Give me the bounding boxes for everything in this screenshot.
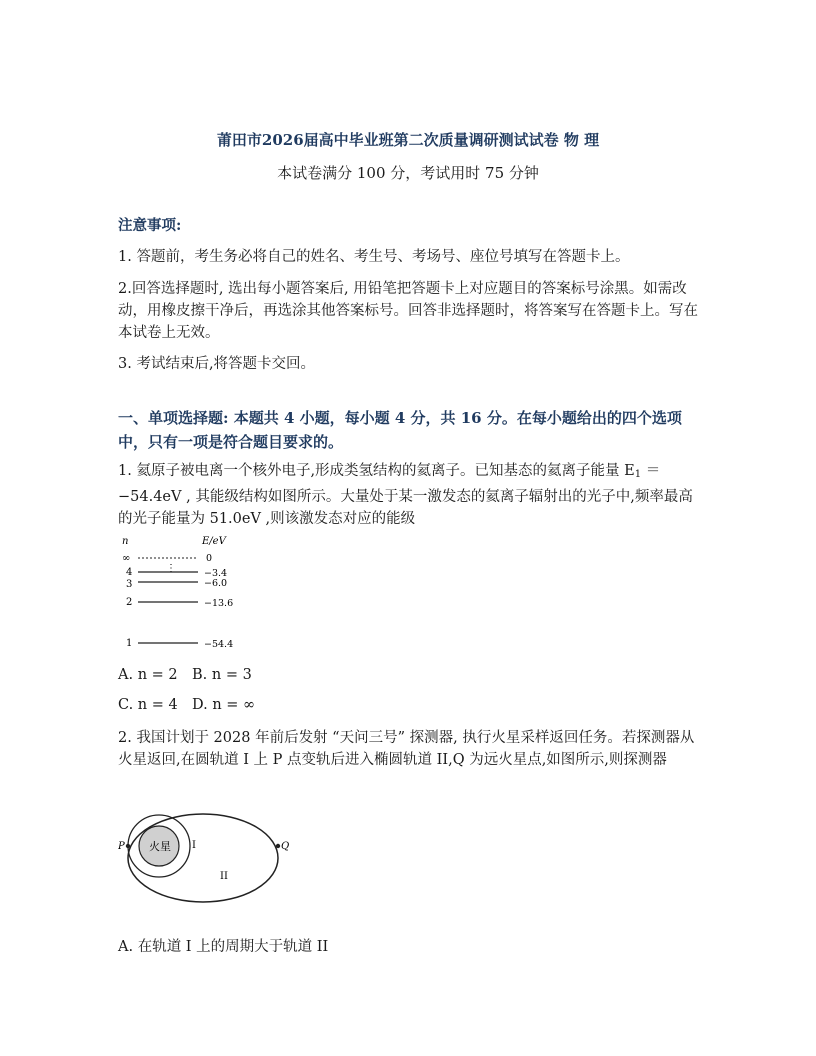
level-n-1: 1 — [126, 638, 133, 649]
level-e-2: −13.6 — [204, 598, 234, 609]
point-q-dot — [276, 844, 280, 848]
notice-item-1: 1. 答题前，考生务必将自己的姓名、考生号、考场号、座位号填写在答题卡上。 — [118, 249, 630, 265]
energy-level-diagram — [120, 532, 250, 650]
level-e-3: −6.0 — [204, 578, 228, 589]
energy-axis-label: E/eV — [202, 536, 226, 547]
exam-title: 莆田市2026届高中毕业班第二次质量调研测试试卷 物 理 — [216, 131, 600, 149]
notice-item-3: 3. 考试结束后,将答题卡交回。 — [118, 356, 316, 372]
orbit-diagram — [118, 808, 298, 908]
notice-heading: 注意事项: — [118, 217, 182, 234]
question-1-text — [118, 460, 702, 530]
q1-option-c: C. n = 4 — [118, 697, 178, 713]
section-heading: 一、单项选择题: 本题共 4 小题，每小题 4 分，共 16 分。在每小题给出的四个选项中，只有一项是符合题目要求的。 — [118, 409, 682, 451]
n-axis-label: n — [122, 536, 129, 547]
level-n-inf: ∞ — [122, 553, 131, 564]
exam-subtitle: 本试卷满分 100 分，考试用时 75 分钟 — [277, 164, 539, 182]
question-1-text-a: 1. 氦原子被电离一个核外电子,形成类氢结构的氦离子。已知基态的氦离子能量 E — [118, 463, 635, 479]
level-e-1: −54.4 — [204, 639, 234, 650]
orbit-i-label: I — [192, 840, 196, 851]
level-n-2: 2 — [126, 597, 133, 608]
point-q-label: Q — [281, 841, 290, 852]
mars-label: 火星 — [149, 840, 171, 853]
level-e-inf: 0 — [206, 553, 213, 564]
q2-option-a: A. 在轨道 I 上的周期大于轨道 II — [118, 939, 329, 955]
notice-item-2: 2.回答选择题时, 选出每小题答案后, 用铅笔把答题卡上对应题目的答案标号涂黑。如需改动，用橡皮擦干净后，再选涂其他答案标号。回答非选择题时，将答案写在答题卡上。写在本试卷上无效。 — [118, 281, 698, 341]
q1-option-d: D. n = ∞ — [192, 697, 256, 713]
level-e-4: −3.4 — [204, 568, 228, 579]
point-p-dot — [126, 844, 130, 848]
q1-option-b: B. n = 3 — [192, 667, 252, 683]
point-p-label: P — [118, 841, 125, 852]
question-1-text-b: ＝−54.4eV , 其能级结构如图所示。大量处于某一激发态的氦离子辐射出的光子中,频率最高的光子能量为 51.0eV ,则该激发态对应的能级 — [118, 463, 693, 527]
level-dots: ⋮ — [166, 563, 176, 574]
level-n-4: 4 — [126, 567, 133, 578]
question-1-subscript: 1 — [634, 469, 642, 480]
question-2-text: 2. 我国计划于 2028 年前后发射 “天问三号” 探测器, 执行火星采样返回任务。若探测器从火星返回,在圆轨道 I 上 P 点变轨后进入椭圆轨道 II,Q 为远火星点,如图所示,则探测器 — [118, 730, 695, 768]
orbit-ii-label: II — [220, 871, 228, 882]
q1-option-a: A. n = 2 — [118, 667, 178, 683]
level-n-3: 3 — [126, 579, 133, 590]
